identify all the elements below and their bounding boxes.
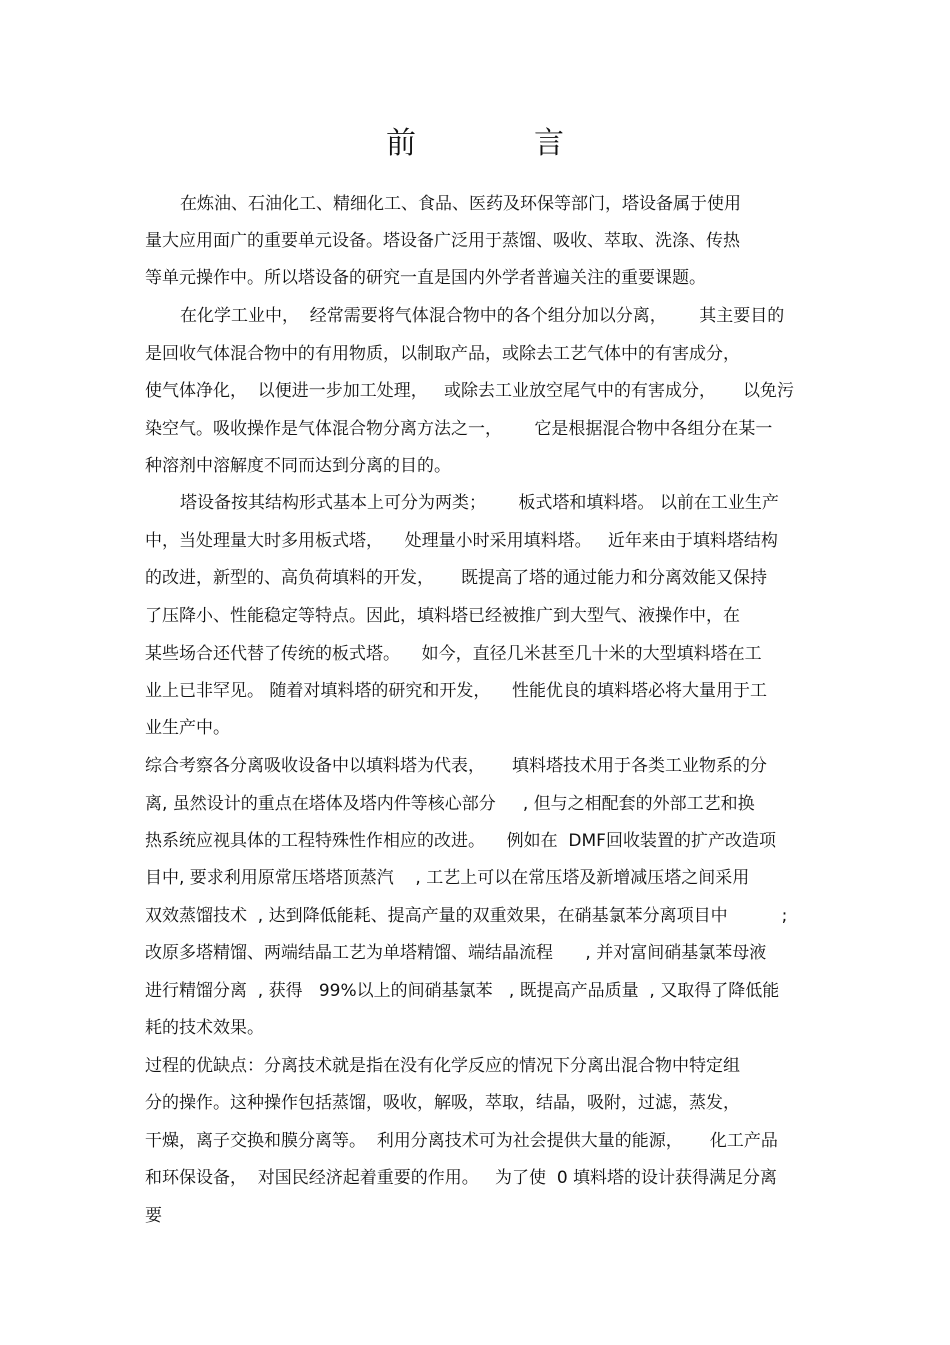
paragraph-line: 了压降小、性能稳定等特点。因此，填料塔已经被推广到大型气、液操作中，在 (145, 606, 740, 626)
paragraph-line: 量大应用面广的重要单元设备。塔设备广泛用于蒸馏、吸收、萃取、洗涤、传热 (145, 231, 740, 251)
paragraph-line: 某些场合还代替了传统的板式塔。 如今，直径几米甚至几十米的大型填料塔在工 (145, 644, 762, 664)
paragraph-line: 的改进，新型的、高负荷填料的开发， 既提高了塔的通过能力和分离效能又保持 (145, 568, 768, 588)
paragraph-line: 双效蒸馏技术 , 达到降低能耗、提高产量的双重效果，在硝基氯苯分离项目中 ; (145, 906, 788, 926)
paragraph-line: 种溶剂中溶解度不同而达到分离的目的。 (145, 456, 451, 476)
paragraph-line: 离, 虽然设计的重点在塔体及塔内件等核心部分 , 但与之相配套的外部工艺和换 (145, 794, 755, 814)
paragraph-line: 业生产中。 (145, 718, 230, 738)
paragraph-line: 在化学工业中， 经常需要将气体混合物中的各个组分加以分离， 其主要目的 (180, 306, 785, 326)
paragraph-line: 过程的优缺点：分离技术就是指在没有化学反应的情况下分离出混合物中特定组 (145, 1056, 740, 1076)
paragraph-line: 目中, 要求利用原常压塔塔顶蒸汽 , 工艺上可以在常压塔及新增减压塔之间采用 (145, 868, 750, 888)
paragraph-line: 进行精馏分离 , 获得 99%以上的间硝基氯苯 , 既提高产品质量 , 又取得了降低能 (145, 981, 780, 1001)
paragraph-line: 使气体净化， 以便进一步加工处理， 或除去工业放空尾气中的有害成分， 以免污 (145, 381, 795, 401)
paragraph-line: 要 (145, 1206, 162, 1226)
paragraph-line: 业上已非罕见。 随着对填料塔的研究和开发， 性能优良的填料塔必将大量用于工 (145, 681, 768, 701)
paragraph-line: 中，当处理量大时多用板式塔， 处理量小时采用填料塔。 近年来由于填料塔结构 (145, 531, 778, 551)
paragraph-line: 热系统应视具体的工程特殊性作相应的改进。 例如在 DMF回收装置的扩产改造项 (145, 831, 776, 851)
paragraph-line: 染空气。吸收操作是气体混合物分离方法之一， 它是根据混合物中各组分在某一 (145, 419, 773, 439)
paragraph-line: 改原多塔精馏、两端结晶工艺为单塔精馏、端结晶流程 , 并对富间硝基氯苯母液 (145, 943, 767, 963)
paragraph-line: 等单元操作中。所以塔设备的研究一直是国内外学者普遍关注的重要课题。 (145, 268, 706, 288)
page-title: 前 言 (386, 126, 608, 161)
paragraph-line: 和环保设备， 对国民经济起着重要的作用。 为了使 0 填料塔的设计获得满足分离 (145, 1168, 778, 1188)
paragraph-line: 塔设备按其结构形式基本上可分为两类； 板式塔和填料塔。 以前在工业生产 (180, 493, 779, 513)
paragraph-line: 综合考察各分离吸收设备中以填料塔为代表， 填料塔技术用于各类工业物系的分 (145, 756, 768, 776)
paragraph-line: 耗的技术效果。 (145, 1018, 264, 1038)
paragraph-line: 分的操作。这种操作包括蒸馏，吸收，解吸，萃取，结晶，吸附，过滤，蒸发， (145, 1093, 740, 1113)
paragraph-line: 干燥，离子交换和膜分离等。 利用分离技术可为社会提供大量的能源， 化工产品 (145, 1131, 778, 1151)
paragraph-line: 是回收气体混合物中的有用物质，以制取产品，或除去工艺气体中的有害成分， (145, 344, 740, 364)
paragraph-line: 在炼油、石油化工、精细化工、食品、医药及环保等部门，塔设备属于使用 (180, 194, 741, 214)
